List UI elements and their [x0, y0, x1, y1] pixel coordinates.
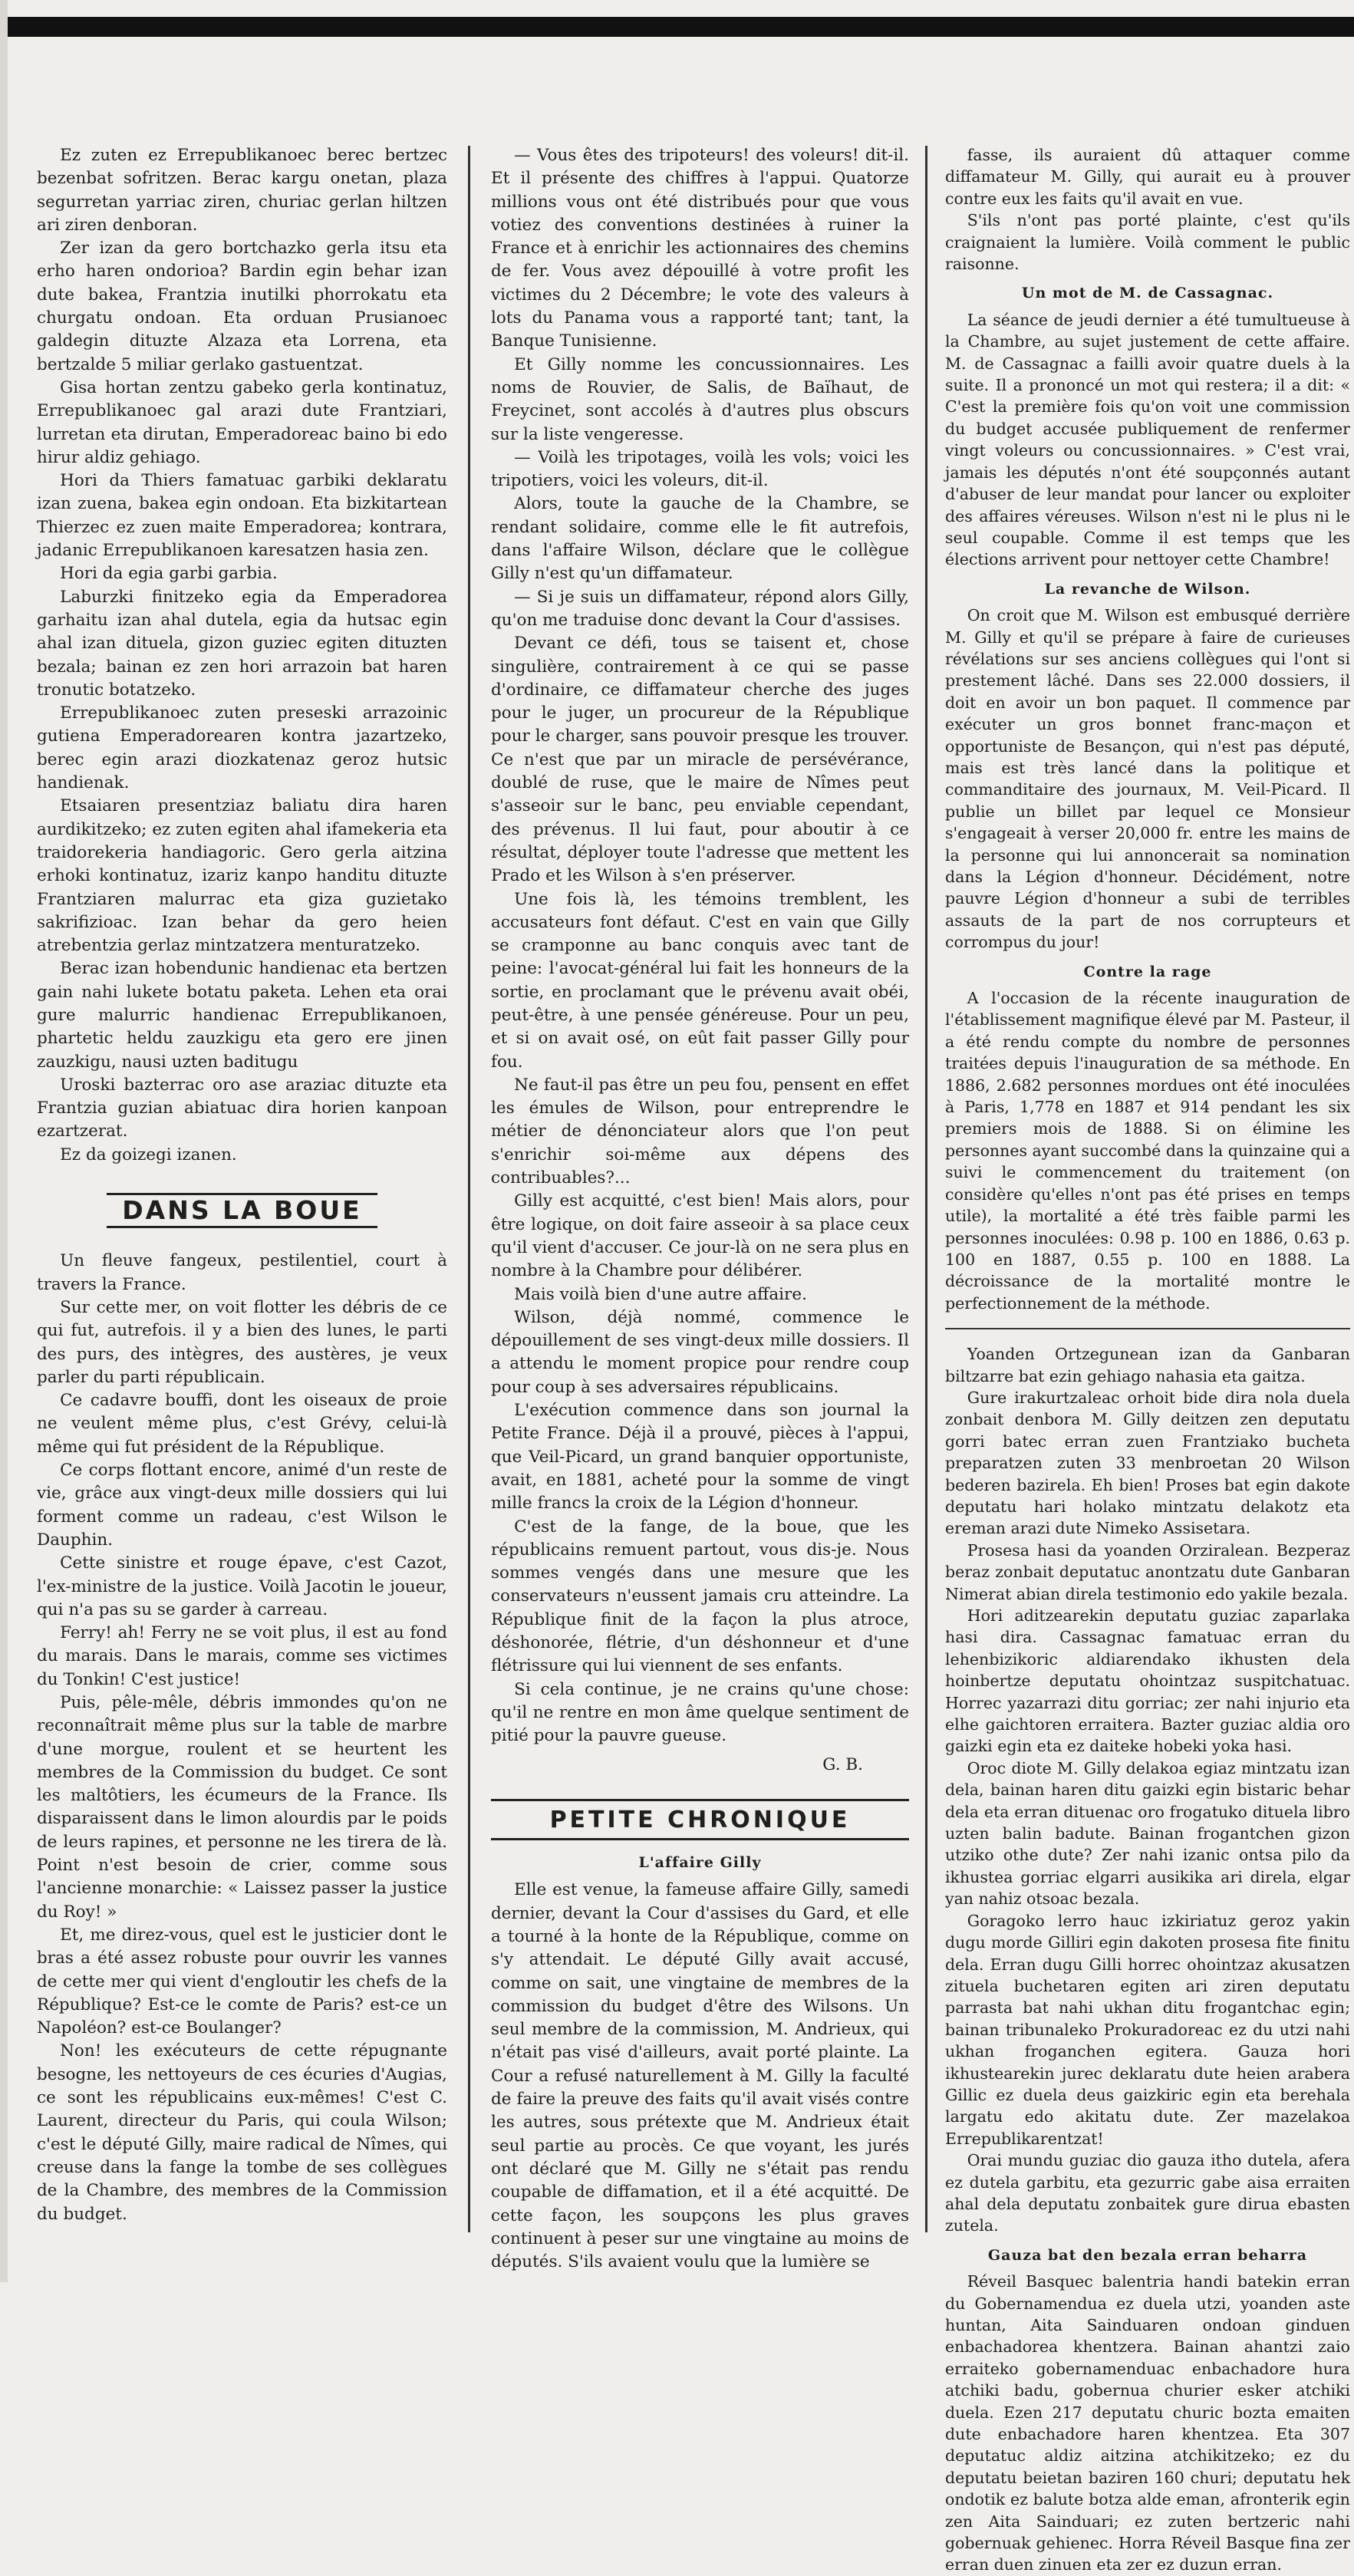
paragraph: Hori aditzearekin deputatu guziac zaparlaka hasi dira. Cassagnac famatuac erran du lehenbizikoric aldiarendako ikhusten dela hoinbertze deputatu ohointzaz suspitchatuac. Horrec yazarrazi ditu gorriac; zer nahi injurio eta elhe gaichtoren erraitera. Bazter guziac aldia oro gaizki egin eta ez daiteke hobeki yoka hasi.	[945, 1606, 1350, 1756]
paragraph: — Vous êtes des tripoteurs! des voleurs! dit-il. Et il présente des chiffres à l'appui. Quatorze millions vous ont été distribués pour que vous votiez des conventions destinées à ruiner la France et à enrichir les actionnaires des chemins de fer. Vous avez dépouillé à votre profit les victimes du 2 Décembre; le vote des valeurs à lots du Panama vous a rapporté tant; tant, la Banque Tunisienne.	[491, 146, 909, 351]
paragraph: Elle est venue, la fameuse affaire Gilly, samedi dernier, devant la Cour d'assises du Gard, et elle a tourné à la honte de la République, comme on s'y attendait. Le député Gilly avait accusé, comme on sait, une vingtaine de membres de la commission du budget d'être des Wilsons. Un seul membre de la commission, M. Andrieux, qui n'était pas visé d'ailleurs, avait porté plainte. La Cour a refusé naturellement à M. Gilly la faculté de faire la preuve des faits qu'il avait visés contre les autres, sous prétexte que M. Andrieux était seul partie au procès. Ce que voyant, les jurés ont déclaré que M. Gilly ne s'était pas rendu coupable de diffamation, et il a été acquitté. De cette façon, les soupçons les plus graves continuent à peser sur une vingtaine au moins de députés. S'ils avaient voulu que la lumière se	[491, 1880, 909, 2272]
top-border	[8, 17, 1354, 37]
paragraph: Errepublikanoec zuten preseski arrazoinic gutiena Emperadorearen kontra jazartzeko, berec egin arazi diozkatenaz geroz hutsic handienak.	[37, 703, 447, 793]
paragraph: Hori da egia garbi garbia.	[60, 564, 278, 584]
dans-la-boue-masthead	[37, 1193, 447, 1228]
paragraph: Devant ce défi, tous se taisent et, chose singulière, contrairement à ce qui se passe d'ordinaire, ce diffamateur cherche des juges pour le juger, un procureur de la République pour le charger, sans pouvoir presque les trouver. Ce n'est que par un miracle de persévérance, doublé de ruse, que le maire de Nîmes peut s'asseoir sur le banc, peu enviable cependant, des prévenus. Il lui faut, pour aboutir à ce résultat, déployer toute l'adresse que mettent les Prado et les Wilson à s'en préserver.	[491, 634, 909, 886]
paragraph: Zer izan da gero bortchazko gerla itsu eta erho haren ondorioa? Bardin egin behar izan dute bakea, Frantzia inutilki phorrokatu eta churgatu ondoan. Eta orduan Prusianoec galdegin dituzte Alzaza eta Lorrena, eta bertzalde 5 miliar gerlako gastuentzat.	[37, 239, 447, 374]
basque-article	[37, 144, 447, 1167]
dans-la-boue-part-1	[37, 1250, 447, 2225]
paragraph: Gilly est acquitté, c'est bien! Mais alors, pour être logique, on doit faire asseoir à sa place ceux qu'il vient d'accuser. Ce jour-là on ne sera plus en nombre à la Chambre pour délibérer.	[491, 1191, 909, 1281]
column-rule	[925, 146, 927, 2232]
paragraph: Wilson, déjà nommé, commence le dépouillement de ses vingt-deux mille dossiers. Il a attendu le moment propice pour rendre coup pour coup à ses adversaires républicains.	[491, 1307, 909, 1397]
dans-la-boue-part-2	[491, 144, 909, 1748]
paragraph: — Si je suis un diffamateur, répond alors Gilly, qu'on me traduise donc devant la Cour d'assises.	[491, 587, 909, 630]
paragraph: Si cela continue, je ne crains qu'une chose: qu'il ne rentre en mon âme quelque sentiment de pitié pour la pauvre gueuse.	[491, 1679, 909, 1746]
paragraph: Gure irakurtzaleac orhoit bide dira nola duela zonbait denbora M. Gilly deitzen zen deputatu gorri batec erran zuen Frantziako bucheta preparatzen zuten 33 menbroetan 20 Wilson bederen bazirela. Eh bien! Proses bat egin dakote deputatu hari holako mintzatu delakotz eta ereman arazi dute Nimeko Assisetara.	[945, 1388, 1350, 1538]
paragraph: Ce corps flottant encore, animé d'un reste de vie, grâce aux vingt-deux mille dossiers qui lui forment comme un radeau, c'est Wilson le Dauphin.	[37, 1461, 447, 1550]
paragraph: S'ils n'ont pas porté plainte, c'est qu'ils craignaient la lumière. Voilà comment le public raisonne.	[945, 211, 1350, 274]
paragraph: A l'occasion de la récente inauguration de l'établissement magnifique élevé par M. Pasteur, il a été rendu compte du nombre de personnes traitées depuis l'inauguration de sa méthode. En 1886, 2.682 personnes mordues ont été inoculées à Paris, 1,778 en 1887 et 914 pendant les six premiers mois de 1888. Si on élimine les personnes ayant succombé dans la quinzaine qui a suivi le commencement du traitement (on considère qu'elles n'ont pas été prises en temps utile), la mortalité a été très faible parmi les personnes inoculées: 0.98 p. 100 en 1886, 0.63 p. 100 en 1887, 0.55 p. 100 en 1888. La décroissance de la mortalité montre le perfectionnement de la méthode.	[945, 989, 1350, 1313]
section-heading: Gauza bat den bezala erran beharra	[987, 2246, 1308, 2264]
page-edge	[0, 0, 8, 2282]
chronique-sections	[945, 282, 1350, 1314]
paragraph: — Voilà les tripotages, voilà les vols; voici les tripotiers, voici les voleurs, dit-il.	[491, 447, 909, 491]
paragraph: Prosesa hasi da yoanden Orziralean. Bezperaz beraz zonbait deputatuc anontzatu dute Ganbaran Nimerat abian direla testimonio edo yakile bezala.	[945, 1540, 1350, 1603]
paragraph: Sur cette mer, on voit flotter les débris de ce qui fut, autrefois. il y a bien des lunes, le parti des purs, des intègres, des austères, je veux parler du parti républicain.	[37, 1297, 447, 1387]
section-heading: Un mot de M. de Cassagnac.	[1021, 285, 1274, 302]
paragraph: Réveil Basquec balentria handi batekin erran du Gobernamendua ez duela utzi, yoanden aste huntan, Aita Sainduaren ondoan ginduen enbachadorea khentzera. Bainan ahantzi zaio erraiteko gobernamenduac enbachadore hura atchiki badu, gobernua churier esker atchiki duela. Ezen 217 deputatu churic bozta emaiten dute enbachadore haren khentzea. Eta 307 deputatuc aldiz aitzina atchikitzeko; ez du deputatu beietan baziren 160 churi; deputatu hek ondotik ez balute botza alde eman, afronterik egin zen Aita Sainduari; ez zuten bertzeric nahi gobernuak gehienec. Horra Réveil Basque fina zer erran duen zinuen eta zer ez duzun erran.	[945, 2272, 1350, 2574]
paragraph: Yoanden Ortzegunean izan da Ganbaran biltzarre bat ezin gehiago nahasia eta gaitza.	[945, 1345, 1350, 1385]
dans-la-boue-title: DANS LA BOUE	[107, 1193, 377, 1228]
paragraph: Berac izan hobendunic handienac eta bertzen gain nahi lukete botatu paketa. Lehen eta orai gure malurric handienac Errepublikanoen, phartetic heldu zauzkigu eta gero ere jinen zauzkigu, nausi uzten baditugu	[37, 959, 447, 1072]
paragraph: Mais voilà bien d'une autre affaire.	[514, 1284, 807, 1304]
paragraph: Orai mundu guziac dio gauza itho dutela, afera ez dutela garbitu, eta gezurric gabe aisa erraiten ahal dela deputatu zonbaitek gure dirua ebasten zutela.	[945, 2151, 1350, 2235]
column-3	[945, 144, 1350, 2574]
paragraph: C'est de la fange, de la boue, que les républicains remuent partout, vous dis-je. Nous sommes vengés dans une mesure que les conservateurs n'eussent jamais cru atteindre. La République finit de la façon la plus atroce, déshonorée, flétrie, d'un déshonneur et d'une flétrissure qui lui viennent de ses enfants.	[491, 1517, 909, 1676]
paragraph: On croit que M. Wilson est embusqué derrière M. Gilly et qu'il se prépare à faire de curieuses révélations sur ses anciens collègues qui l'ont si prestement lâché. Dans ses 22.000 dossiers, il doit en avoir un bon paquet. Il commence par exécuter un gros bonnet franc-maçon et opportuniste de Besançon, qui n'est pas député, mais est très lancé dans la politique et commanditaire des journaux, M. Veil-Picard. Il publie un billet par lequel ce Monsieur s'engageait à verser 20,000 fr. entre les mains de la personne qui lui annoncerait sa nomination dans la Légion d'honneur. Décidément, notre pauvre Légion d'honneur a subi de terribles assauts de la part de nos corrupteurs et corrompus du jour!	[945, 606, 1350, 952]
paragraph: Ferry! ah! Ferry ne se voit plus, il est au fond du marais. Dans le marais, comme ses victimes du Tonkin! C'est justice!	[37, 1623, 447, 1689]
paragraph: fasse, ils auraient dû attaquer comme diffamateur M. Gilly, qui aurait eu à prouver contre eux les faits qu'il avait en vue.	[945, 146, 1350, 208]
paragraph: Oroc diote M. Gilly delakoa egiaz mintzatu izan dela, bainan haren ditu gaizki egin bistaric behar dela eta erran dituenac oro frogatuko dituela libro uzten balin badute. Bainan frogantchen gizon utziko othe dute? Zer nahi izanic ontsa pilo da ikhustea gorriac elgarri ausikika ari direla, elgar yan nahiz otsoac bezala.	[945, 1758, 1350, 1909]
paragraph: Uroski bazterrac oro ase araziac dituzte eta Frantzia guzian abiatuac dira horien kanpoan ezartzerat.	[37, 1075, 447, 1141]
paragraph: Non! les exécuteurs de cette répugnante besogne, les nettoyeurs de ces écuries d'Augias, ce sont les républicains eux-mêmes! C'est C. Laurent, directeur du Paris, qui coula Wilson; c'est le député Gilly, maire radical de Nîmes, qui creuse dans la fange la tombe de ses collègues de la Chambre, des membres de la Commission du budget.	[37, 2041, 447, 2224]
paragraph: Ne faut-il pas être un peu fou, pensent en effet les émules de Wilson, pour entreprendre le métier de dénonciateur alors que l'on peut s'enrichir soi-même aux dépens des contribuables?...	[491, 1075, 909, 1188]
paragraph: Laburzki finitzeko egia da Emperadorea garhaitu izan ahal dutela, egia da hutsac egin ahal izan dituela, gizon guziec egiten dituzten bezala; bainan ez zen hori arrazoin bat haren tronutic botatzeko.	[37, 587, 447, 700]
divider	[945, 1328, 1350, 1329]
paragraph: Alors, toute la gauche de la Chambre, se rendant solidaire, comme elle le fit autrefois, dans l'affaire Wilson, déclare que le collègue Gilly n'est qu'un diffamateur.	[491, 494, 909, 584]
paragraph: Goragoko lerro hauc izkiriatuz geroz yakin dugu morde Gilliri egin dakoten prosesa fite finitu dela. Erran dugu Gilli horrec ohointzaz akusatzen zituela buchetaren egiten ari ziren deputatu parrasta bat nahi ukhan ditu frogantchac egin; bainan tribunaleko Prokuradoreac ez du utzi nahi ukhan froganchen egitera. Gauza hori ikhustearekin jurec deklaratu dute heien arabera Gillic ez duela deus gaizkiric egin eta berehala largatu edo akitatu dute. Zer mazelakoa Errepublikarentzat!	[945, 1911, 1350, 2148]
paragraph: Et Gilly nomme les concussionnaires. Les noms de Rouvier, de Salis, de Baïhaut, de Freycinet, sont accolés à d'autres plus obscurs sur la liste vengeresse.	[491, 354, 909, 444]
paragraph: Hori da Thiers famatuac garbiki deklaratu izan zuena, bakea egin ondoan. Eta bizkitartean Thierzec ez zuen maite Emperadorea; kontrara, jadanic Errepublikanoen karesatzen hasia zen.	[37, 471, 447, 561]
section-heading: Contre la rage	[1083, 963, 1212, 980]
petite-chronique-body	[491, 1879, 909, 2274]
paragraph: Puis, pêle-mêle, débris immondes qu'on ne reconnaîtrait même plus sur la table de marbre d'une morgue, roulent et se heurtent les membres de la Commission du budget. Ce sont les maltôtiers, les écumeurs de la France. Ils disparaissent dans le limon alourdis par le poids de leurs rapines, et personne ne les tirera de là. Point n'est besoin de crier, comme sous l'ancienne monarchie: « Laissez passer la justice du Roy! »	[37, 1693, 447, 1922]
basque-news	[945, 1343, 1350, 2237]
section-heading: La revanche de Wilson.	[1044, 580, 1251, 598]
petite-chronique-title: PETITE CHRONIQUE	[491, 1799, 909, 1840]
chronique-continued	[945, 144, 1350, 275]
paragraph: Et, me direz-vous, quel est le justicier dont le bras a été assez robuste pour ouvrir les vannes de cette mer qui vient d'engloutir les chefs de la République? Est-ce le comte de Paris? est-ce un Napoléon? est-ce Boulanger?	[37, 1925, 447, 2038]
paragraph: Une fois là, les témoins tremblent, les accusateurs font défaut. C'est en vain que Gilly se cramponne au banc conquis avec tant de peine: l'avocat-général lui fait les honneurs de la sortie, en proclamant que le prévenu avait obéi, peut-être, à une pensée généreuse. Pour un peu, et si on avait osé, on eût fait passer Gilly pour fou.	[491, 889, 909, 1072]
affaire-gilly-subhead: L'affaire Gilly	[638, 1854, 762, 1872]
paragraph: Un fleuve fangeux, pestilentiel, court à travers la France.	[37, 1251, 447, 1294]
paragraph: Gisa hortan zentzu gabeko gerla kontinatuz, Errepublikanoec gal arazi dute Frantziari, lurretan eta dirutan, Emperadoreac baino bi edo hirur aldiz gehiago.	[37, 377, 447, 467]
column-rule	[468, 146, 470, 2232]
column-1	[37, 144, 447, 2261]
signature: G. B.	[822, 1755, 863, 1775]
paragraph: L'exécution commence dans son journal la Petite France. Déjà il a prouvé, pièces à l'appui, que Veil-Picard, un grand banquier opportuniste, avait, en 1881, acheté pour la somme de vingt mille francs la croix de la Légion d'honneur.	[491, 1401, 909, 1514]
paragraph: Ez zuten ez Errepublikanoec berec bertzec bezenbat sofritzen. Berac kargu onetan, plaza segurretan yarriac ziren, churiac gerlan hiltzen ari ziren denboran.	[37, 146, 447, 235]
paragraph: La séance de jeudi dernier a été tumultueuse à la Chambre, au sujet justement de cette affaire. M. de Cassagnac a failli avoir quatre duels à la suite. Il a prononcé un mot qui restera; il a dit: « C'est la première fois qu'on voit une commission du budget accusée publiquement de renfermer vingt voleurs ou concussionnaires. » C'est vrai, jamais les députés n'ont été soupçonnés autant d'abuser de leur mandat pour lancer ou exploiter des affaires véreuses. Wilson n'est ni le plus ni le seul coupable. Comme il est temps que les élections arrivent pour nettoyer cette Chambre!	[945, 310, 1350, 569]
paragraph: Cette sinistre et rouge épave, c'est Cazot, l'ex-ministre de la justice. Voilà Jacotin le joueur, qui n'a pas su se garder à carreau.	[37, 1553, 447, 1619]
paragraph: Etsaiaren presentziaz baliatu dira haren aurdikitzeko; ez zuten egiten ahal ifamekeria eta traidorekeria handiagoric. Gero gerla aitzina erhoki kontinatuz, izariz kanpo handitu dituzte Frantziaren malurrac eta giza guzietako sakrifizioac. Izan behar da gero heien atrebentzia gerlaz mintzatzera menturatzeko.	[37, 796, 447, 956]
paragraph: Ez da goizegi izanen.	[60, 1145, 237, 1164]
column-2	[491, 144, 909, 2272]
paragraph: Ce cadavre bouffi, dont les oiseaux de proie ne veulent même plus, c'est Grévy, celui-là même qui fut président de la République.	[37, 1391, 447, 1457]
